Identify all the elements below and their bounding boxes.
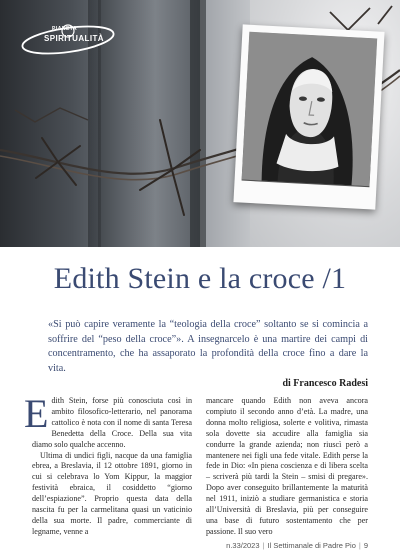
page-footer: n.33/2023 | Il Settimanale di Padre Pio | 9	[226, 541, 368, 550]
text-column-right	[206, 396, 368, 538]
text-column-left	[24, 391, 192, 538]
page-number: 9	[363, 541, 368, 550]
paragraph-1-text: dith Stein, forse più conosciuta così in ambito filosofico-letterario, nel panorama cattolico è nota con il nome di santa Teresa Benedetta della Croce. Della sua vita diamo solo qualche accenno.	[32, 396, 192, 449]
logo-text-small: PIANETA	[52, 26, 78, 32]
portrait-photo	[242, 32, 378, 187]
magazine-name: Il Settimanale di Padre Pio	[267, 541, 356, 550]
portrait-photo-frame	[233, 24, 384, 209]
paragraph-1	[24, 391, 192, 451]
nun-portrait-illustration	[242, 32, 378, 186]
paragraph-2: Ultima di undici figli, nacque da una famiglia ebrea, a Breslavia, il 12 ottobre 1891, giorno in cui si celebrava lo Yom Kippur, la maggior festività ebraica, il cosiddetto “giorno dell’espiazione”. Proprio questa data della nascita fu per la carmelitana quasi un vaticinio della sua morte. Il padre, commerciante di legname, venne a	[32, 450, 192, 536]
drop-cap: E	[24, 391, 49, 436]
hero-photo	[0, 0, 400, 247]
paragraph-3: mancare quando Edith non aveva ancora compiuto il secondo anno d’età. La madre, una donna molto religiosa, solerte e volitiva, rimasta sola dovette sia accudire alla famiglia sia condurre la grande azienda; non riuscì però a mantenere nei figli una fede vitale. Edith perse la fede in Dio: «In piena coscienza e di libera scelta – scriverà più tardi la Stein – smisi di pregare». Dopo aver conseguito brillantemente la maturità nel 1911, iniziò a studiare germanistica e storia all’Università di Breslavia, più per conseguire una base di futuro sostentamento che per passione. Il suo vero	[206, 396, 368, 536]
article-author: di Francesco Radesi	[282, 378, 368, 389]
article-title: Edith Stein e la croce /1	[53, 262, 347, 295]
issue-number: n.33/2023	[226, 541, 260, 550]
logo-text-main: SPIRITUALITÀ	[44, 34, 104, 43]
article-lead-quote: «Si può capire veramente la “teologia della croce” soltanto se si comincia a soffrire del “peso della croce”». A insegnarcelo è una martire dei campi di concentramento, che ha assaporato la profondità della croce fino a dare la vita.	[48, 319, 368, 374]
